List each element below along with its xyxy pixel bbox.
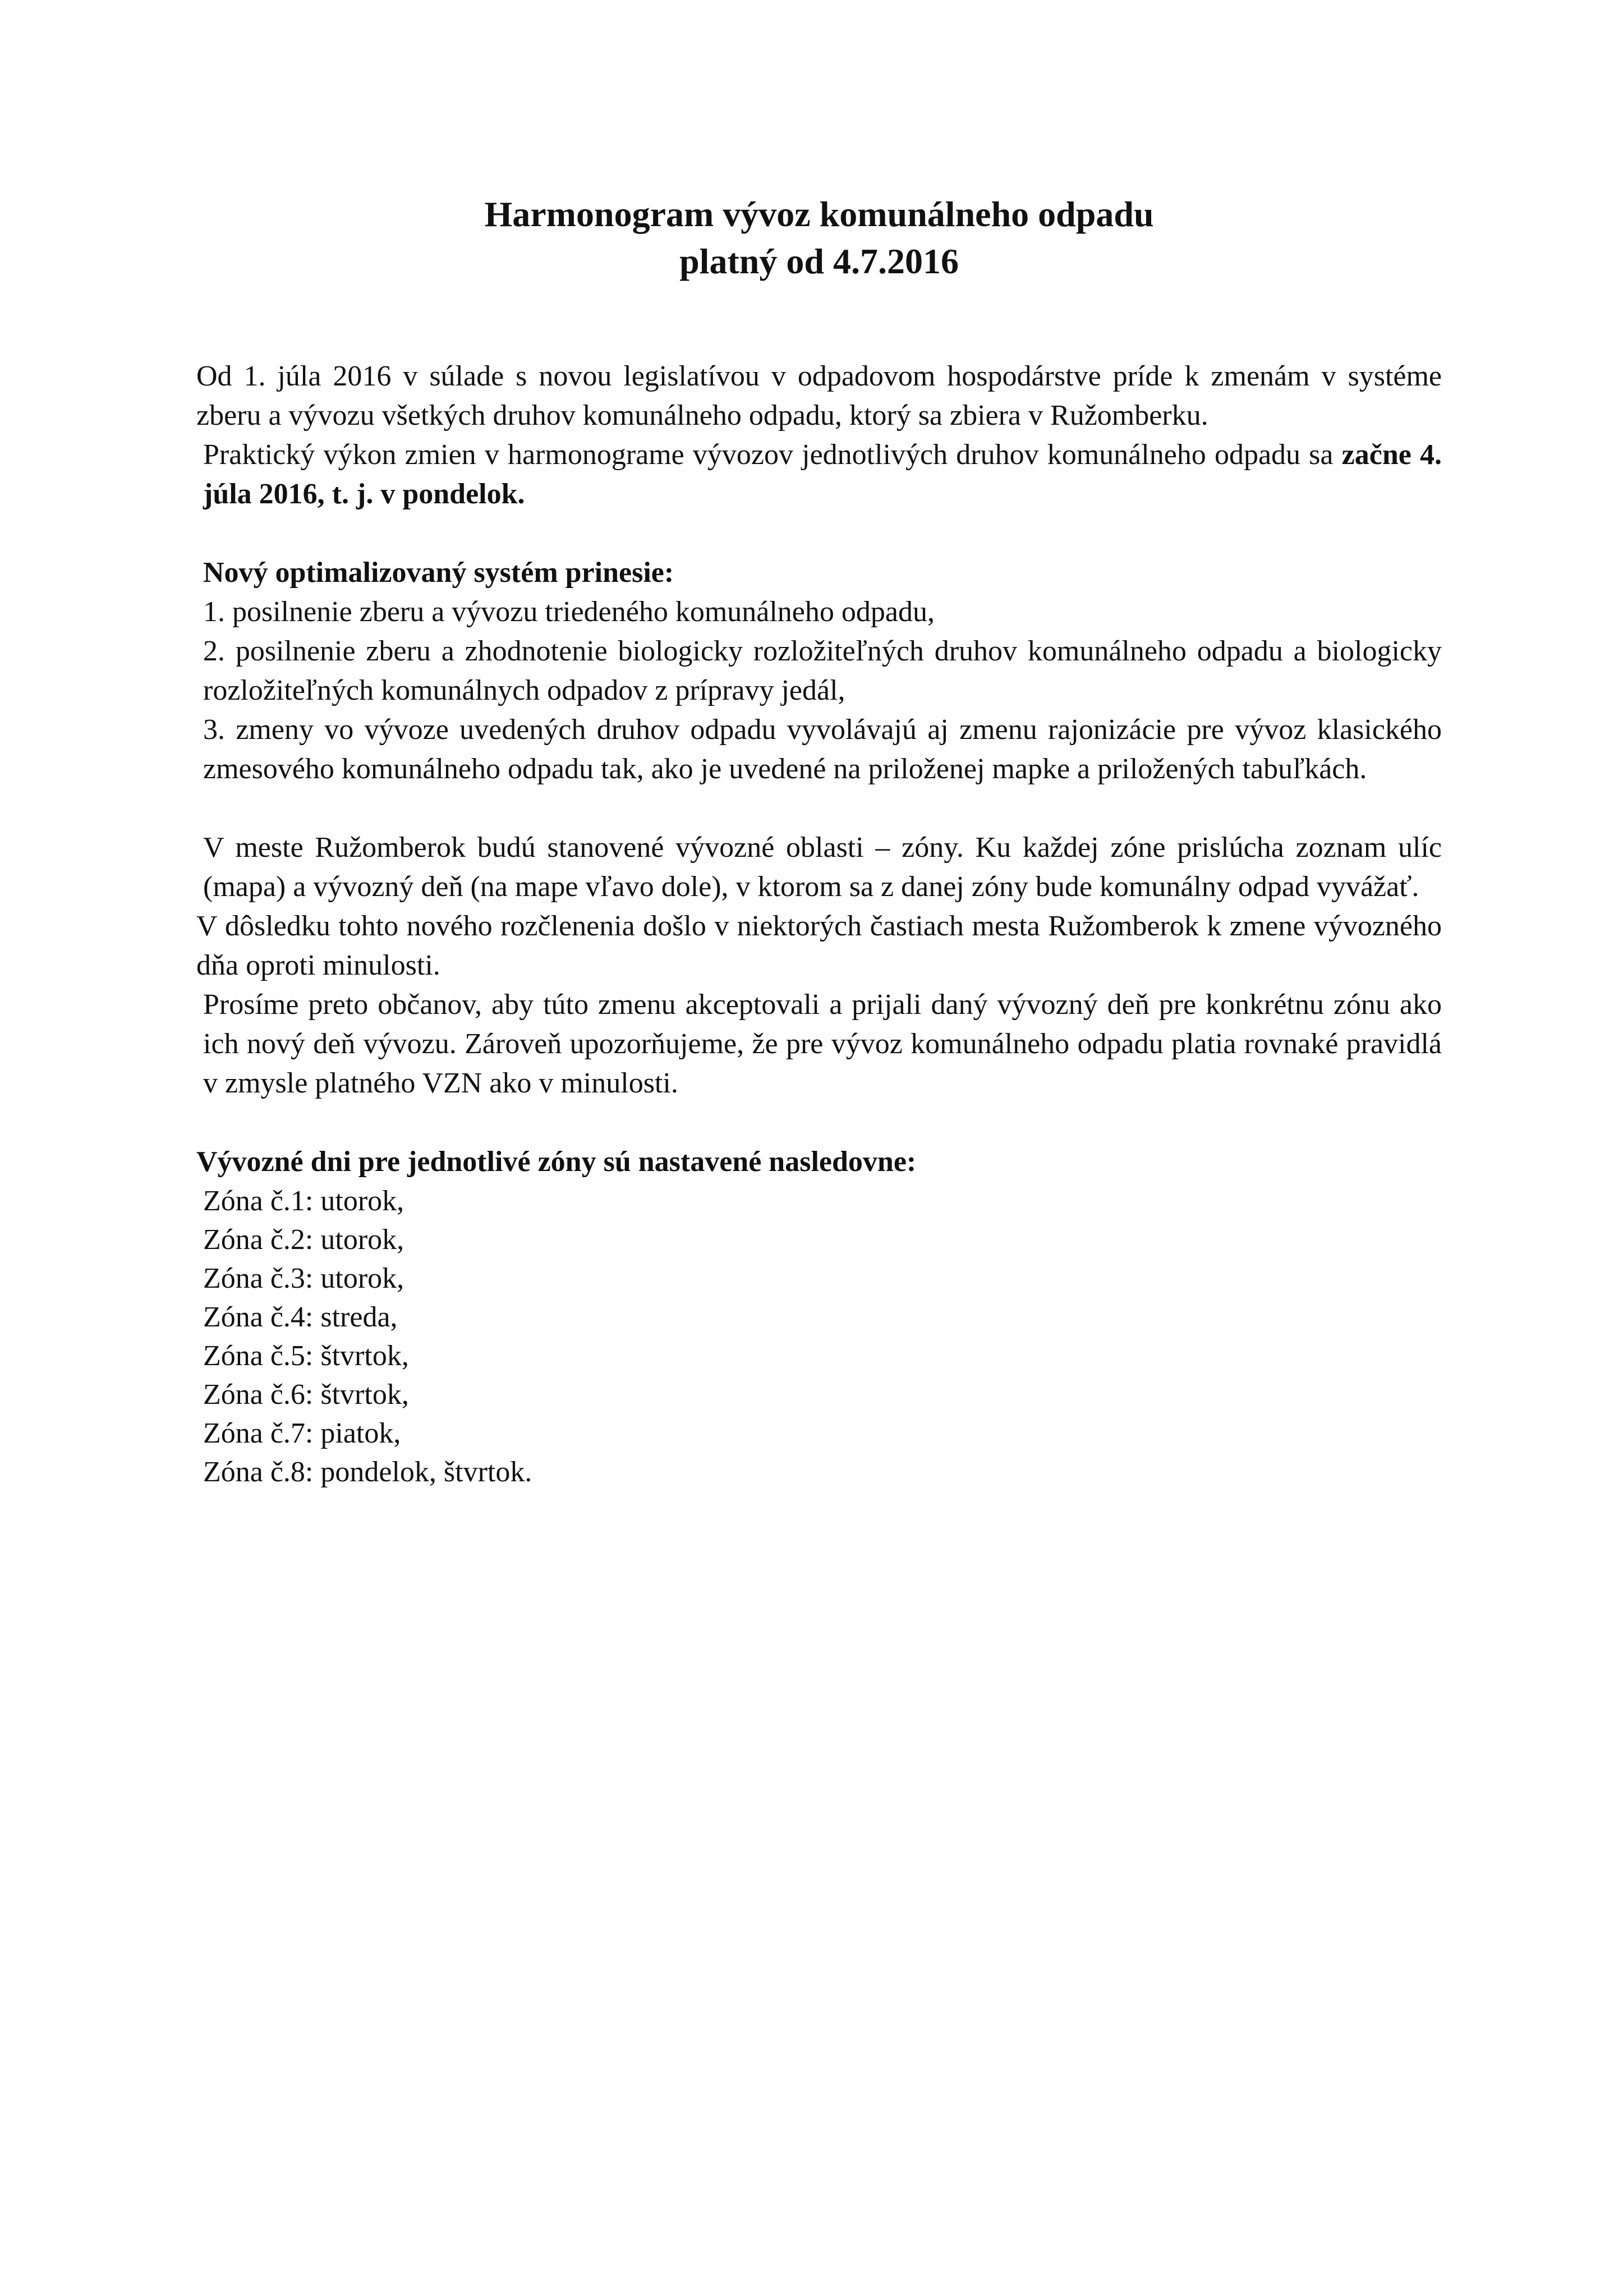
zone-schedule-item	[203, 1414, 1442, 1453]
system-item-1: 1. posilnenie zberu a vývozu triedeného komunálneho odpadu,	[203, 596, 935, 628]
zone-day: piatok,	[320, 1417, 401, 1449]
zone-schedule-item	[203, 1259, 1442, 1298]
schedule-heading: Vývozné dni pre jednotlivé zóny sú nastavené nasledovne:	[196, 1146, 917, 1178]
title-line-1: Harmonogram vývoz komunálneho odpadu	[484, 194, 1154, 234]
zone-schedule-item	[203, 1298, 1442, 1337]
zone-label: Zóna č.6:	[203, 1379, 314, 1411]
zones-info-paragraph-1: V meste Ružomberok budú stanovené vývozné oblasti – zóny. Ku každej zóne prislúcha zoznam ulíc (mapa) a vývozný deň (na mape vľavo dole), v ktorom sa z danej zóny bude komunálny odpad vyvážať.	[203, 832, 1442, 903]
zone-day: utorok,	[320, 1224, 404, 1256]
title-line-2: platný od 4.7.2016	[679, 241, 959, 281]
intro-paragraph-1: Od 1. júla 2016 v súlade s novou legislatívou v odpadovom hospodárstve príde k zmenám v systéme zberu a vývozu všetkých druhov komunálneho odpadu, ktorý sa zbiera v Ružomberku.	[196, 360, 1442, 431]
zone-day: utorok,	[320, 1262, 404, 1294]
zone-day: štvrtok,	[320, 1340, 409, 1372]
intro-paragraph-2-text: Praktický výkon zmien v harmonograme vývozov jednotlivých druhov komunálneho odpadu sa	[203, 439, 1342, 471]
zones-info-paragraph-3: Prosíme preto občanov, aby túto zmenu akceptovali a prijali daný vývozný deň pre konkrétnu zónu ako ich nový deň vývozu. Zároveň upozorňujeme, že pre vývoz komunálneho odpadu platia rovnaké pravidlá v zmysle platného VZN ako v minulosti.	[203, 989, 1442, 1099]
zone-day: pondelok, štvrtok.	[320, 1456, 532, 1488]
zone-label: Zóna č.1:	[203, 1185, 314, 1217]
zones-info-paragraph-2: V dôsledku tohto nového rozčlenenia došlo v niektorých častiach mesta Ružomberok k zmene vývozného dňa oproti minulosti.	[196, 910, 1442, 981]
zone-label: Zóna č.2:	[203, 1224, 314, 1256]
system-heading: Nový optimalizovaný systém prinesie:	[203, 557, 674, 589]
zone-label: Zóna č.5:	[203, 1340, 314, 1372]
zone-day: streda,	[320, 1301, 398, 1333]
zone-schedule-item	[203, 1375, 1442, 1414]
zone-label: Zóna č.3:	[203, 1262, 314, 1294]
intro-paragraph-2	[196, 435, 1442, 514]
zone-label: Zóna č.7:	[203, 1417, 314, 1449]
zone-day: utorok,	[320, 1185, 404, 1217]
document-content	[196, 191, 1442, 1491]
zone-schedule-item	[203, 1453, 1442, 1491]
system-item-3: 3. zmeny vo vývoze uvedených druhov odpadu vyvolávajú aj zmenu rajonizácie pre vývoz klasického zmesového komunálneho odpadu tak, ako je uvedené na priloženej mapke a priložených tabuľkách.	[203, 714, 1442, 785]
intro-start-date: začne 4. júla 2016, t. j. v pondelok.	[203, 439, 1442, 510]
document-title	[196, 191, 1442, 285]
zone-schedule-item	[203, 1337, 1442, 1375]
zone-schedule-item	[203, 1220, 1442, 1259]
zone-schedule-item	[203, 1182, 1442, 1220]
system-item-2: 2. posilnenie zberu a zhodnotenie biologicky rozložiteľných druhov komunálneho odpadu a biologicky rozložiteľných komunálnych odpadov z prípravy jedál,	[203, 635, 1442, 706]
zone-schedule-list	[196, 1182, 1442, 1491]
zone-label: Zóna č.8:	[203, 1456, 314, 1488]
zone-day: štvrtok,	[320, 1379, 409, 1411]
zone-label: Zóna č.4:	[203, 1301, 314, 1333]
